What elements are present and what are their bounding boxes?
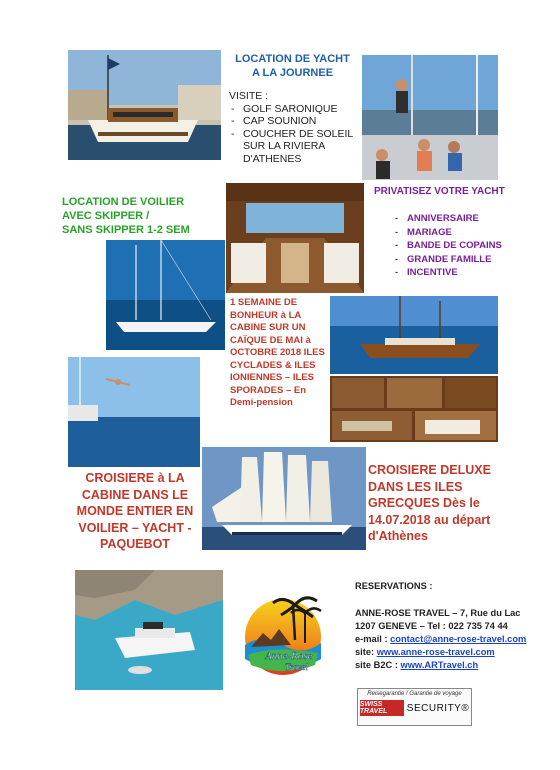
site-b2c-line xyxy=(355,659,550,672)
photo-tall-ship xyxy=(202,447,366,550)
company-address: ANNE-ROSE TRAVEL – 7, Rue du Lac xyxy=(355,608,521,618)
sailboat-rental-title xyxy=(62,195,222,237)
badge-security-text: SECURITY® xyxy=(406,702,470,714)
visit-item: - CAP SOUNION xyxy=(229,115,361,128)
email-label: e-mail : xyxy=(355,634,391,644)
city-phone: 1207 GENEVE – Tel : 022 735 74 44 xyxy=(355,621,508,631)
sailboat-line1: LOCATION DE VOILIER xyxy=(62,196,185,208)
visit-block xyxy=(229,90,361,165)
privatize-list xyxy=(395,212,502,280)
photo-yacht-marina xyxy=(68,50,221,160)
visit-list xyxy=(229,103,361,166)
yacht-day-title xyxy=(225,52,360,80)
photo-yacht-deck xyxy=(226,183,364,293)
logo-text-line2: Travel xyxy=(285,662,309,672)
logo-text-line1: Anne-Rose xyxy=(265,650,313,662)
email-line xyxy=(355,633,550,646)
swiss-travel-logo: SWISS TRAVEL xyxy=(360,700,404,716)
photo-diving xyxy=(68,357,200,467)
cruise-deluxe-text: CROISIERE DELUXE DANS LES ILES GRECQUES Dès le 14.07.2018 au départ d'Athènes xyxy=(368,463,491,543)
visit-label: VISITE : xyxy=(229,90,269,102)
site-b2c-link[interactable]: www.ARTravel.ch xyxy=(400,660,479,670)
site-b2c-label: site B2C : xyxy=(355,660,401,670)
privatize-item: - BANDE DE COPAINS xyxy=(395,239,502,253)
site-line xyxy=(355,646,550,659)
reservations-title: RESERVATIONS : xyxy=(355,581,433,591)
privatize-title: PRIVATISEZ VOTRE YACHT xyxy=(374,186,505,197)
privatize-item: - MARIAGE xyxy=(395,226,502,240)
caique-text xyxy=(230,297,326,410)
visit-item: - COUCHER DE SOLEIL SUR LA RIVIERA D'ATHENES xyxy=(229,128,361,166)
anne-rose-logo xyxy=(233,585,333,677)
badge-top-text: Reisegarantie / Garantie de voyage xyxy=(367,691,462,697)
privatize-item: - ANNIVERSAIRE xyxy=(395,212,502,226)
caique-text-highlight: 1 SEMAINE DE BONHEUR xyxy=(230,297,298,321)
yacht-day-title-line1: LOCATION DE YACHT xyxy=(235,53,350,65)
visit-item: - GOLF SARONIQUE xyxy=(229,103,361,116)
email-link[interactable]: contact@anne-rose-travel.com xyxy=(390,634,527,644)
sailboat-line2: AVEC SKIPPER / xyxy=(62,210,150,222)
photo-sailboat-sea xyxy=(106,240,225,350)
photo-motor-yacht-bay xyxy=(75,570,223,690)
site-link[interactable]: www.anne-rose-travel.com xyxy=(376,647,495,657)
photo-caique-interiors xyxy=(330,376,498,442)
caique-text-body: à LA CABINE SUR UN CAÏQUE DE MAI à OCTOBRE 2018 ILES CYCLADES & ILES IONIENNES – ILES SPORADES – En Demi-pension xyxy=(230,309,325,408)
privatize-item: - GRANDE FAMILLE xyxy=(395,253,502,267)
badge-logo-row xyxy=(358,700,471,716)
sailboat-line3: SANS SKIPPER 1-2 SEM xyxy=(62,224,190,236)
cruise-world-text: CROISIERE à LA CABINE DANS LE MONDE ENTIER EN VOILIER – YACHT - PAQUEBOT xyxy=(76,471,194,551)
reservations-block xyxy=(355,580,550,672)
yacht-day-title-line2: A LA JOURNEE xyxy=(251,67,334,79)
travel-security-badge xyxy=(357,688,472,726)
photo-sailboat-people xyxy=(362,55,498,180)
photo-caique-boat xyxy=(330,296,498,374)
privatize-item: - INCENTIVE xyxy=(395,266,502,280)
site-label: site: xyxy=(355,647,377,657)
